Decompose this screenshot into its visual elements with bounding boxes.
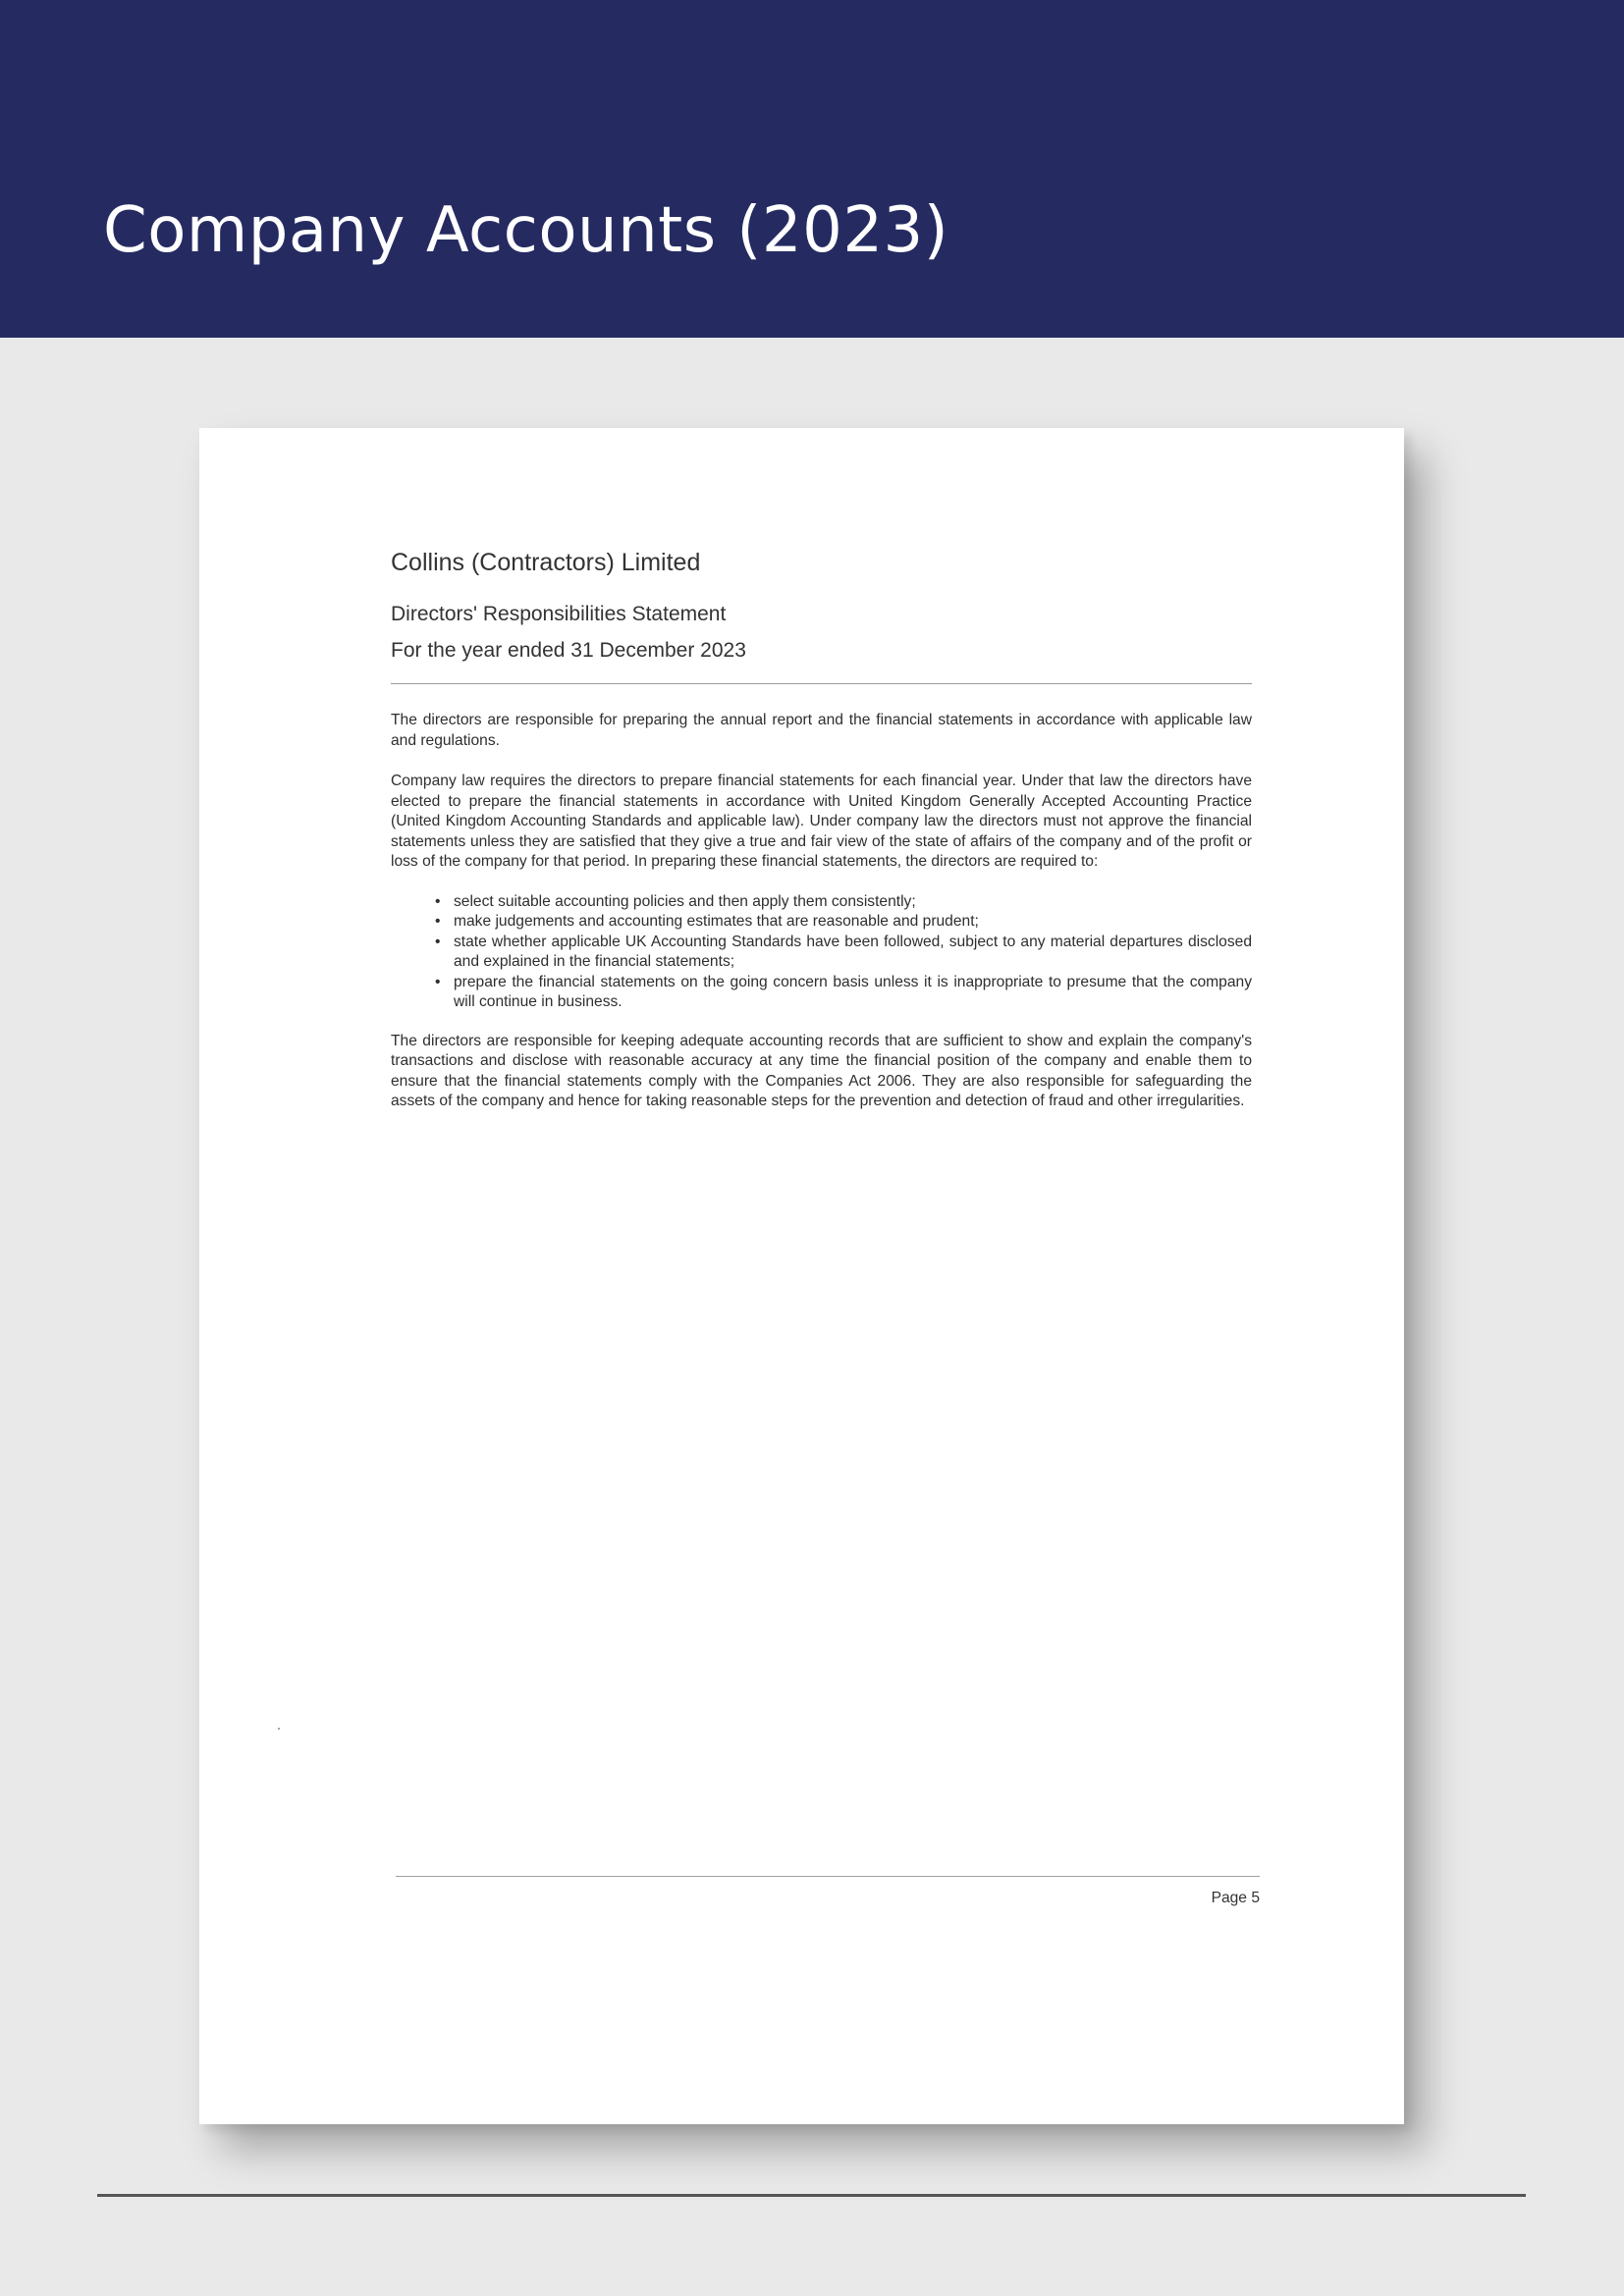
list-item	[435, 912, 1252, 933]
page-number: Page 5	[1211, 1890, 1260, 1906]
statement-title: Directors' Responsibilities Statement	[391, 603, 727, 625]
list-item-text: state whether applicable UK Accounting Standards have been followed, subject to any material departures disclosed and explained in the financial statements;	[454, 933, 1252, 970]
bottom-divider	[97, 2194, 1526, 2197]
statement-period: For the year ended 31 December 2023	[391, 639, 746, 662]
list-item	[435, 892, 1252, 913]
paragraph-company-law: Company law requires the directors to prepare financial statements for each financial year. Under that law the directors have elected to prepare the financial statements in accordance with United Kingdom Generally Accepted Accounting Practice (United Kingdom Accounting Standards and applicable law). Under company law the directors must not approve the financial statements unless they are satisfied that they give a true and fair view of the state of affairs of the company and of the profit or loss of the company for that period. In preparing these financial statements, the directors are required to:	[391, 773, 1252, 870]
company-name: Collins (Contractors) Limited	[391, 549, 701, 576]
header-band	[0, 0, 1624, 338]
list-item-text: select suitable accounting policies and then apply them consistently;	[454, 892, 916, 910]
document-page	[199, 428, 1404, 2124]
page-title: Company Accounts (2023)	[103, 194, 949, 267]
scan-speck	[278, 1728, 280, 1730]
bullet-icon: •	[435, 933, 441, 950]
bullet-icon: •	[435, 892, 441, 910]
paragraph-records: The directors are responsible for keeping adequate accounting records that are sufficient to show and explain the company's transactions and disclose with reasonable accuracy at any time the financial position of the company and enable them to ensure that the financial statements comply with the Companies Act 2006. They are also responsible for safeguarding the assets of the company and hence for taking reasonable steps for the prevention and detection of fraud and other irregularities.	[391, 1032, 1252, 1109]
list-item	[435, 973, 1252, 1013]
document-body	[391, 546, 1252, 1112]
header-divider	[391, 683, 1252, 684]
list-item-text: make judgements and accounting estimates that are reasonable and prudent;	[454, 913, 979, 930]
paragraph-intro: The directors are responsible for preparing the annual report and the financial statements in accordance with applicable law and regulations.	[391, 712, 1252, 749]
footer-divider	[396, 1876, 1260, 1877]
list-item	[435, 933, 1252, 973]
list-item-text: prepare the financial statements on the going concern basis unless it is inappropriate to presume that the company will continue in business.	[454, 973, 1252, 1010]
bullet-icon: •	[435, 973, 441, 990]
requirements-list	[391, 892, 1252, 1013]
bullet-icon: •	[435, 913, 441, 930]
